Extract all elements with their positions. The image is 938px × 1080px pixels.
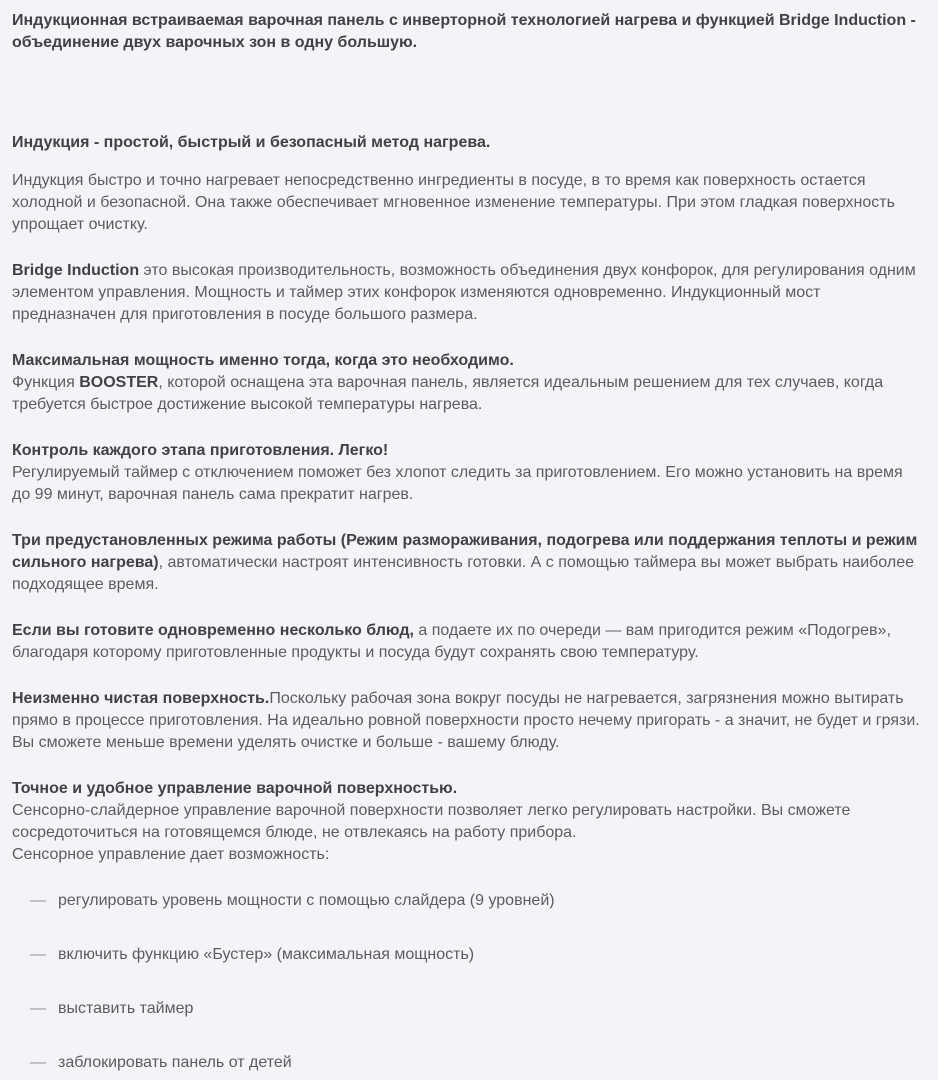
dash-bullet-icon: — <box>30 946 46 963</box>
booster-text: , которой оснащена эта варочная панель, является идеальным решением для тех случаев, когда требуется быстрое достижение высокой температуры нагрева. <box>12 374 884 413</box>
clean-bold-label: Неизменно чистая поверхность. <box>12 690 270 707</box>
dash-bullet-icon: — <box>30 1000 46 1017</box>
booster-block <box>12 350 924 416</box>
control-heading: Точное и удобное управление варочной поверхностью. <box>12 780 458 797</box>
feature-label: заблокировать панель от детей <box>58 1054 292 1071</box>
warmup-text: а подаете их по очереди — вам пригодится режим «Подогрев», благодаря которому приготовленные продукты и посуда будут сохранять свою температуру. <box>12 622 891 661</box>
bridge-paragraph <box>12 260 924 326</box>
booster-heading: Максимальная мощность именно тогда, когда это необходимо. <box>12 352 514 369</box>
presets-bold-label: Три предустановленных режима работы (Режим размораживания, подогрева или поддержания теплоты и режим сильного нагрева) <box>12 532 918 571</box>
feature-label: выставить таймер <box>58 1000 194 1017</box>
timer-paragraph: Регулируемый таймер с отключением поможет без хлопот следить за приготовлением. Его можно установить на время до 99 минут, варочная панель сама прекратит нагрев. <box>12 464 903 503</box>
feature-item-booster <box>12 944 924 966</box>
feature-item-timer <box>12 998 924 1020</box>
clean-text: Поскольку рабочая зона вокруг посуды не нагревается, загрязнения можно вытирать прямо в процессе приготовления. На идеально ровной поверхности просто нечему пригорать - а значит, не будет и грязи. Вы сможете меньше времени уделять очистке и больше - вашему блюду. <box>12 690 920 751</box>
feature-label: регулировать уровень мощности с помощью слайдера (9 уровней) <box>58 892 555 909</box>
induction-paragraph: Индукция быстро и точно нагревает непосредственно ингредиенты в посуде, в то время как поверхность остается холодной и безопасной. Она также обеспечивает мгновенное изменение температуры. При этом гладкая поверхность упрощает очистку. <box>12 172 895 233</box>
bridge-bold-label: Bridge Induction <box>12 262 140 279</box>
warmup-bold-label: Если вы готовите одновременно несколько блюд, <box>12 622 414 639</box>
bridge-text: это высокая производительность, возможность объединения двух конфорок, для регулирования одним элементом управления. Мощность и таймер этих конфорок изменяются одновременно. Индукционный мост предназначен для приготовления в посуде большого размера. <box>12 262 916 323</box>
booster-lead-text: Функция <box>12 374 80 391</box>
control-list-intro: Сенсорное управление дает возможность: <box>12 846 330 863</box>
timer-heading: Контроль каждого этапа приготовления. Легко! <box>12 442 389 459</box>
booster-bold-label: BOOSTER <box>79 374 159 391</box>
control-paragraph: Сенсорно-слайдерное управление варочной поверхности позволяет легко регулировать настройки. Вы сможете сосредоточиться на готовящемся блюде, не отвлекаясь на работу прибора. <box>12 802 851 841</box>
feature-label: включить функцию «Бустер» (максимальная мощность) <box>58 946 475 963</box>
features-list <box>12 890 924 1074</box>
induction-heading: Индукция - простой, быстрый и безопасный метод нагрева. <box>12 134 491 151</box>
booster-paragraph <box>12 372 924 416</box>
feature-item-child-lock <box>12 1052 924 1074</box>
presets-text: , автоматически настроят интенсивность готовки. А с помощью таймера вы может выбрать наиболее подходящее время. <box>12 554 914 593</box>
presets-paragraph <box>12 530 924 596</box>
dash-bullet-icon: — <box>30 892 46 909</box>
control-block <box>12 778 924 866</box>
feature-item-power-slider <box>12 890 924 912</box>
warmup-paragraph <box>12 620 924 664</box>
dash-bullet-icon: — <box>30 1054 46 1071</box>
timer-block <box>12 440 924 506</box>
clean-paragraph <box>12 688 924 754</box>
intro-paragraph: Индукционная встраиваемая варочная панель с инверторной технологией нагрева и функцией Bridge Induction - объединение двух варочных зон в одну большую. <box>12 12 916 51</box>
